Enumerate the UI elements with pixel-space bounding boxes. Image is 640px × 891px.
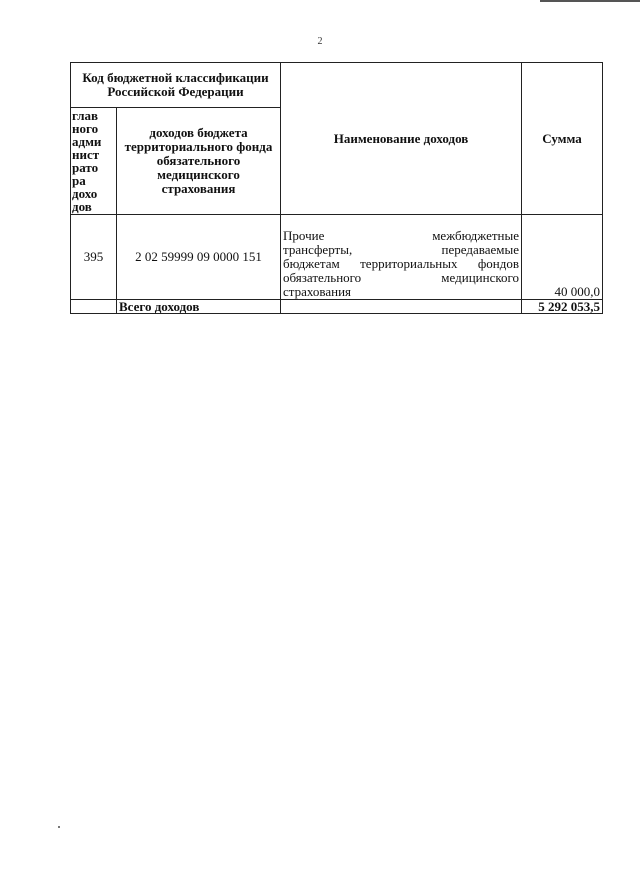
top-edge-line [540,0,640,2]
income-name-line: бюджетам территориальных фондов [283,256,520,271]
income-name-line: страхования [283,284,352,299]
header-admin-line: адми [72,134,102,149]
cell-income-name [281,215,522,300]
cell-total-label: Всего доходов [117,300,281,314]
header-admin-line: дохо [72,186,98,201]
header-main-administrator [71,108,117,215]
header-admin-line: ного [72,121,99,136]
table-row-total [71,300,603,314]
income-table [70,62,603,314]
header-income-code: доходов бюджета территориального фонда обязательного медицинского страхования [117,108,281,215]
cell-total-sum: 5 292 053,5 [522,300,603,314]
cell-total-empty [281,300,522,314]
scan-mark [58,826,60,828]
income-name-line: трансферты, передаваемые [283,242,520,257]
header-admin-line: глав [72,108,99,123]
header-budget-classification-code: Код бюджетной классификации Российской Федерации [71,63,281,108]
header-admin-line: ра [72,173,86,188]
cell-sum: 40 000,0 [522,215,603,300]
table-row [71,215,603,300]
cell-admin-code: 395 [71,215,117,300]
header-sum: Сумма [522,63,603,215]
income-name-line: Прочие межбюджетные [283,228,520,243]
header-income-name: Наименование доходов [281,63,522,215]
cell-budget-code: 2 02 59999 09 0000 151 [117,215,281,300]
cell-total-empty [71,300,117,314]
header-admin-line: нист [72,147,100,162]
page-number: 2 [317,36,323,47]
income-name-line: обязательного медицинского [283,270,520,285]
header-admin-line: рато [72,160,99,175]
header-admin-line: дов [72,199,92,214]
